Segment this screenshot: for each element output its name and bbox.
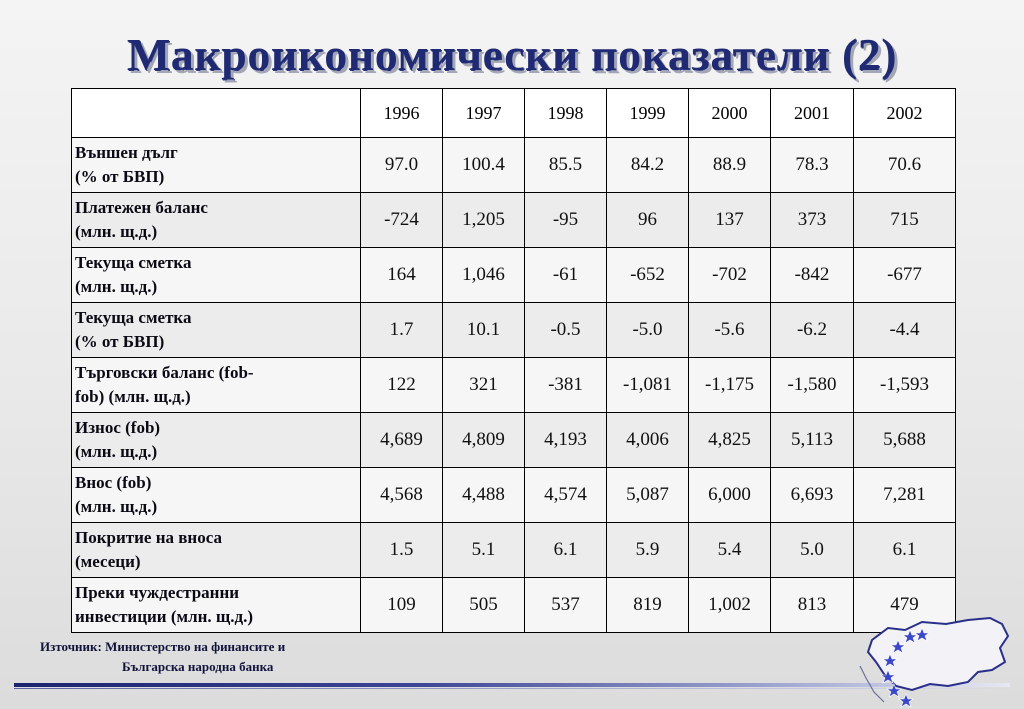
table-cell: -1,175 (689, 358, 771, 413)
table-cell: 122 (361, 358, 443, 413)
table-cell: -5.6 (689, 303, 771, 358)
table-cell: 96 (607, 193, 689, 248)
row-label-line-2: (% от БВП) (75, 167, 165, 186)
table-cell: 537 (525, 578, 607, 633)
bulgaria-map-with-eu-stars-icon (850, 608, 1020, 708)
row-label-line-2: fob) (млн. щ.д.) (75, 387, 191, 406)
source-line-1: Източник: Министерство на финансите и (40, 639, 286, 654)
table-cell: 4,574 (525, 468, 607, 523)
row-label-line-2: (% от БВП) (75, 332, 165, 351)
table-cell: 4,488 (443, 468, 525, 523)
row-label-line-1: Износ (fob) (75, 418, 161, 437)
table-row (72, 468, 956, 523)
table-cell: 100.4 (443, 138, 525, 193)
table-cell: -842 (771, 248, 854, 303)
row-label-line-1: Преки чуждестранни (75, 583, 240, 602)
table-cell: 4,825 (689, 413, 771, 468)
table-cell: 479 (854, 578, 956, 633)
table-cell: 5.1 (443, 523, 525, 578)
table-cell: 5.0 (771, 523, 854, 578)
row-label (72, 303, 361, 358)
source-note (40, 637, 370, 677)
row-label-line-1: Платежен баланс (75, 198, 208, 217)
row-label-line-2: (млн. щ.д.) (75, 277, 158, 296)
table-cell: 10.1 (443, 303, 525, 358)
row-label-line-2: (месеци) (75, 552, 141, 571)
row-label (72, 523, 361, 578)
row-label (72, 138, 361, 193)
table-row (72, 303, 956, 358)
table-cell: 5.9 (607, 523, 689, 578)
table-cell: -95 (525, 193, 607, 248)
row-label-line-1: Външен дълг (75, 143, 178, 162)
year-header: 1996 (361, 89, 443, 138)
table-cell: -6.2 (771, 303, 854, 358)
table-cell: 819 (607, 578, 689, 633)
table-cell: -1,593 (854, 358, 956, 413)
row-label-line-1: Покритие на вноса (75, 528, 222, 547)
table-row (72, 358, 956, 413)
table-cell: 78.3 (771, 138, 854, 193)
table-cell: -702 (689, 248, 771, 303)
table-row (72, 193, 956, 248)
row-label (72, 193, 361, 248)
table-cell: 88.9 (689, 138, 771, 193)
table-cell: 4,809 (443, 413, 525, 468)
row-label (72, 248, 361, 303)
table-cell: -5.0 (607, 303, 689, 358)
table-cell: 4,689 (361, 413, 443, 468)
table-cell: 5,688 (854, 413, 956, 468)
table-cell: 505 (443, 578, 525, 633)
row-label-line-1: Внос (fob) (75, 473, 152, 492)
row-label-line-1: Текуща сметка (75, 308, 192, 327)
row-label-line-2: (млн. щ.д.) (75, 497, 158, 516)
table-cell: -4.4 (854, 303, 956, 358)
table-cell: 1,002 (689, 578, 771, 633)
row-label-line-1: Търговски баланс (fob- (75, 363, 254, 382)
table-cell: -677 (854, 248, 956, 303)
table-cell: -61 (525, 248, 607, 303)
year-header: 2002 (854, 89, 956, 138)
table-row (72, 138, 956, 193)
table-cell: 1.5 (361, 523, 443, 578)
table-cell: 1,046 (443, 248, 525, 303)
year-header: 1997 (443, 89, 525, 138)
table-cell: 85.5 (525, 138, 607, 193)
table-cell: 70.6 (854, 138, 956, 193)
table-cell: -1,081 (607, 358, 689, 413)
row-label-line-2: (млн. щ.д.) (75, 442, 158, 461)
table-cell: 7,281 (854, 468, 956, 523)
table-cell: 321 (443, 358, 525, 413)
row-label-line-1: Текуща сметка (75, 253, 192, 272)
row-label-line-2: инвестиции (млн. щ.д.) (75, 607, 254, 626)
table-cell: 4,568 (361, 468, 443, 523)
table-cell: 164 (361, 248, 443, 303)
table-cell: -381 (525, 358, 607, 413)
year-header: 1998 (525, 89, 607, 138)
table-cell: 97.0 (361, 138, 443, 193)
table-cell: -1,580 (771, 358, 854, 413)
table-cell: 373 (771, 193, 854, 248)
table-row (72, 248, 956, 303)
row-label (72, 413, 361, 468)
table-cell: -0.5 (525, 303, 607, 358)
year-header: 2000 (689, 89, 771, 138)
table-cell: 6.1 (854, 523, 956, 578)
table-cell: 6,000 (689, 468, 771, 523)
year-header: 1999 (607, 89, 689, 138)
year-header: 2001 (771, 89, 854, 138)
source-line-2: Българска народна банка (122, 659, 274, 674)
table-header-row (72, 89, 956, 138)
row-label (72, 468, 361, 523)
table-cell: 84.2 (607, 138, 689, 193)
table-cell: 6,693 (771, 468, 854, 523)
table-corner-cell (72, 89, 361, 138)
row-label-line-2: (млн. щ.д.) (75, 222, 158, 241)
table-cell: 1.7 (361, 303, 443, 358)
indicators-table (71, 88, 956, 633)
row-label (72, 578, 361, 633)
row-label (72, 358, 361, 413)
table-cell: -652 (607, 248, 689, 303)
table-cell: 109 (361, 578, 443, 633)
table-cell: 813 (771, 578, 854, 633)
table-cell: 5.4 (689, 523, 771, 578)
table-cell: 6.1 (525, 523, 607, 578)
table-cell: 4,006 (607, 413, 689, 468)
table-row (72, 578, 956, 633)
table-cell: 1,205 (443, 193, 525, 248)
page-title: Макроикономически показатели (2) (126, 29, 898, 80)
table-cell: 4,193 (525, 413, 607, 468)
table-cell: -724 (361, 193, 443, 248)
table-cell: 137 (689, 193, 771, 248)
table-row (72, 523, 956, 578)
table-cell: 5,113 (771, 413, 854, 468)
table-row (72, 413, 956, 468)
table-cell: 715 (854, 193, 956, 248)
table-cell: 5,087 (607, 468, 689, 523)
